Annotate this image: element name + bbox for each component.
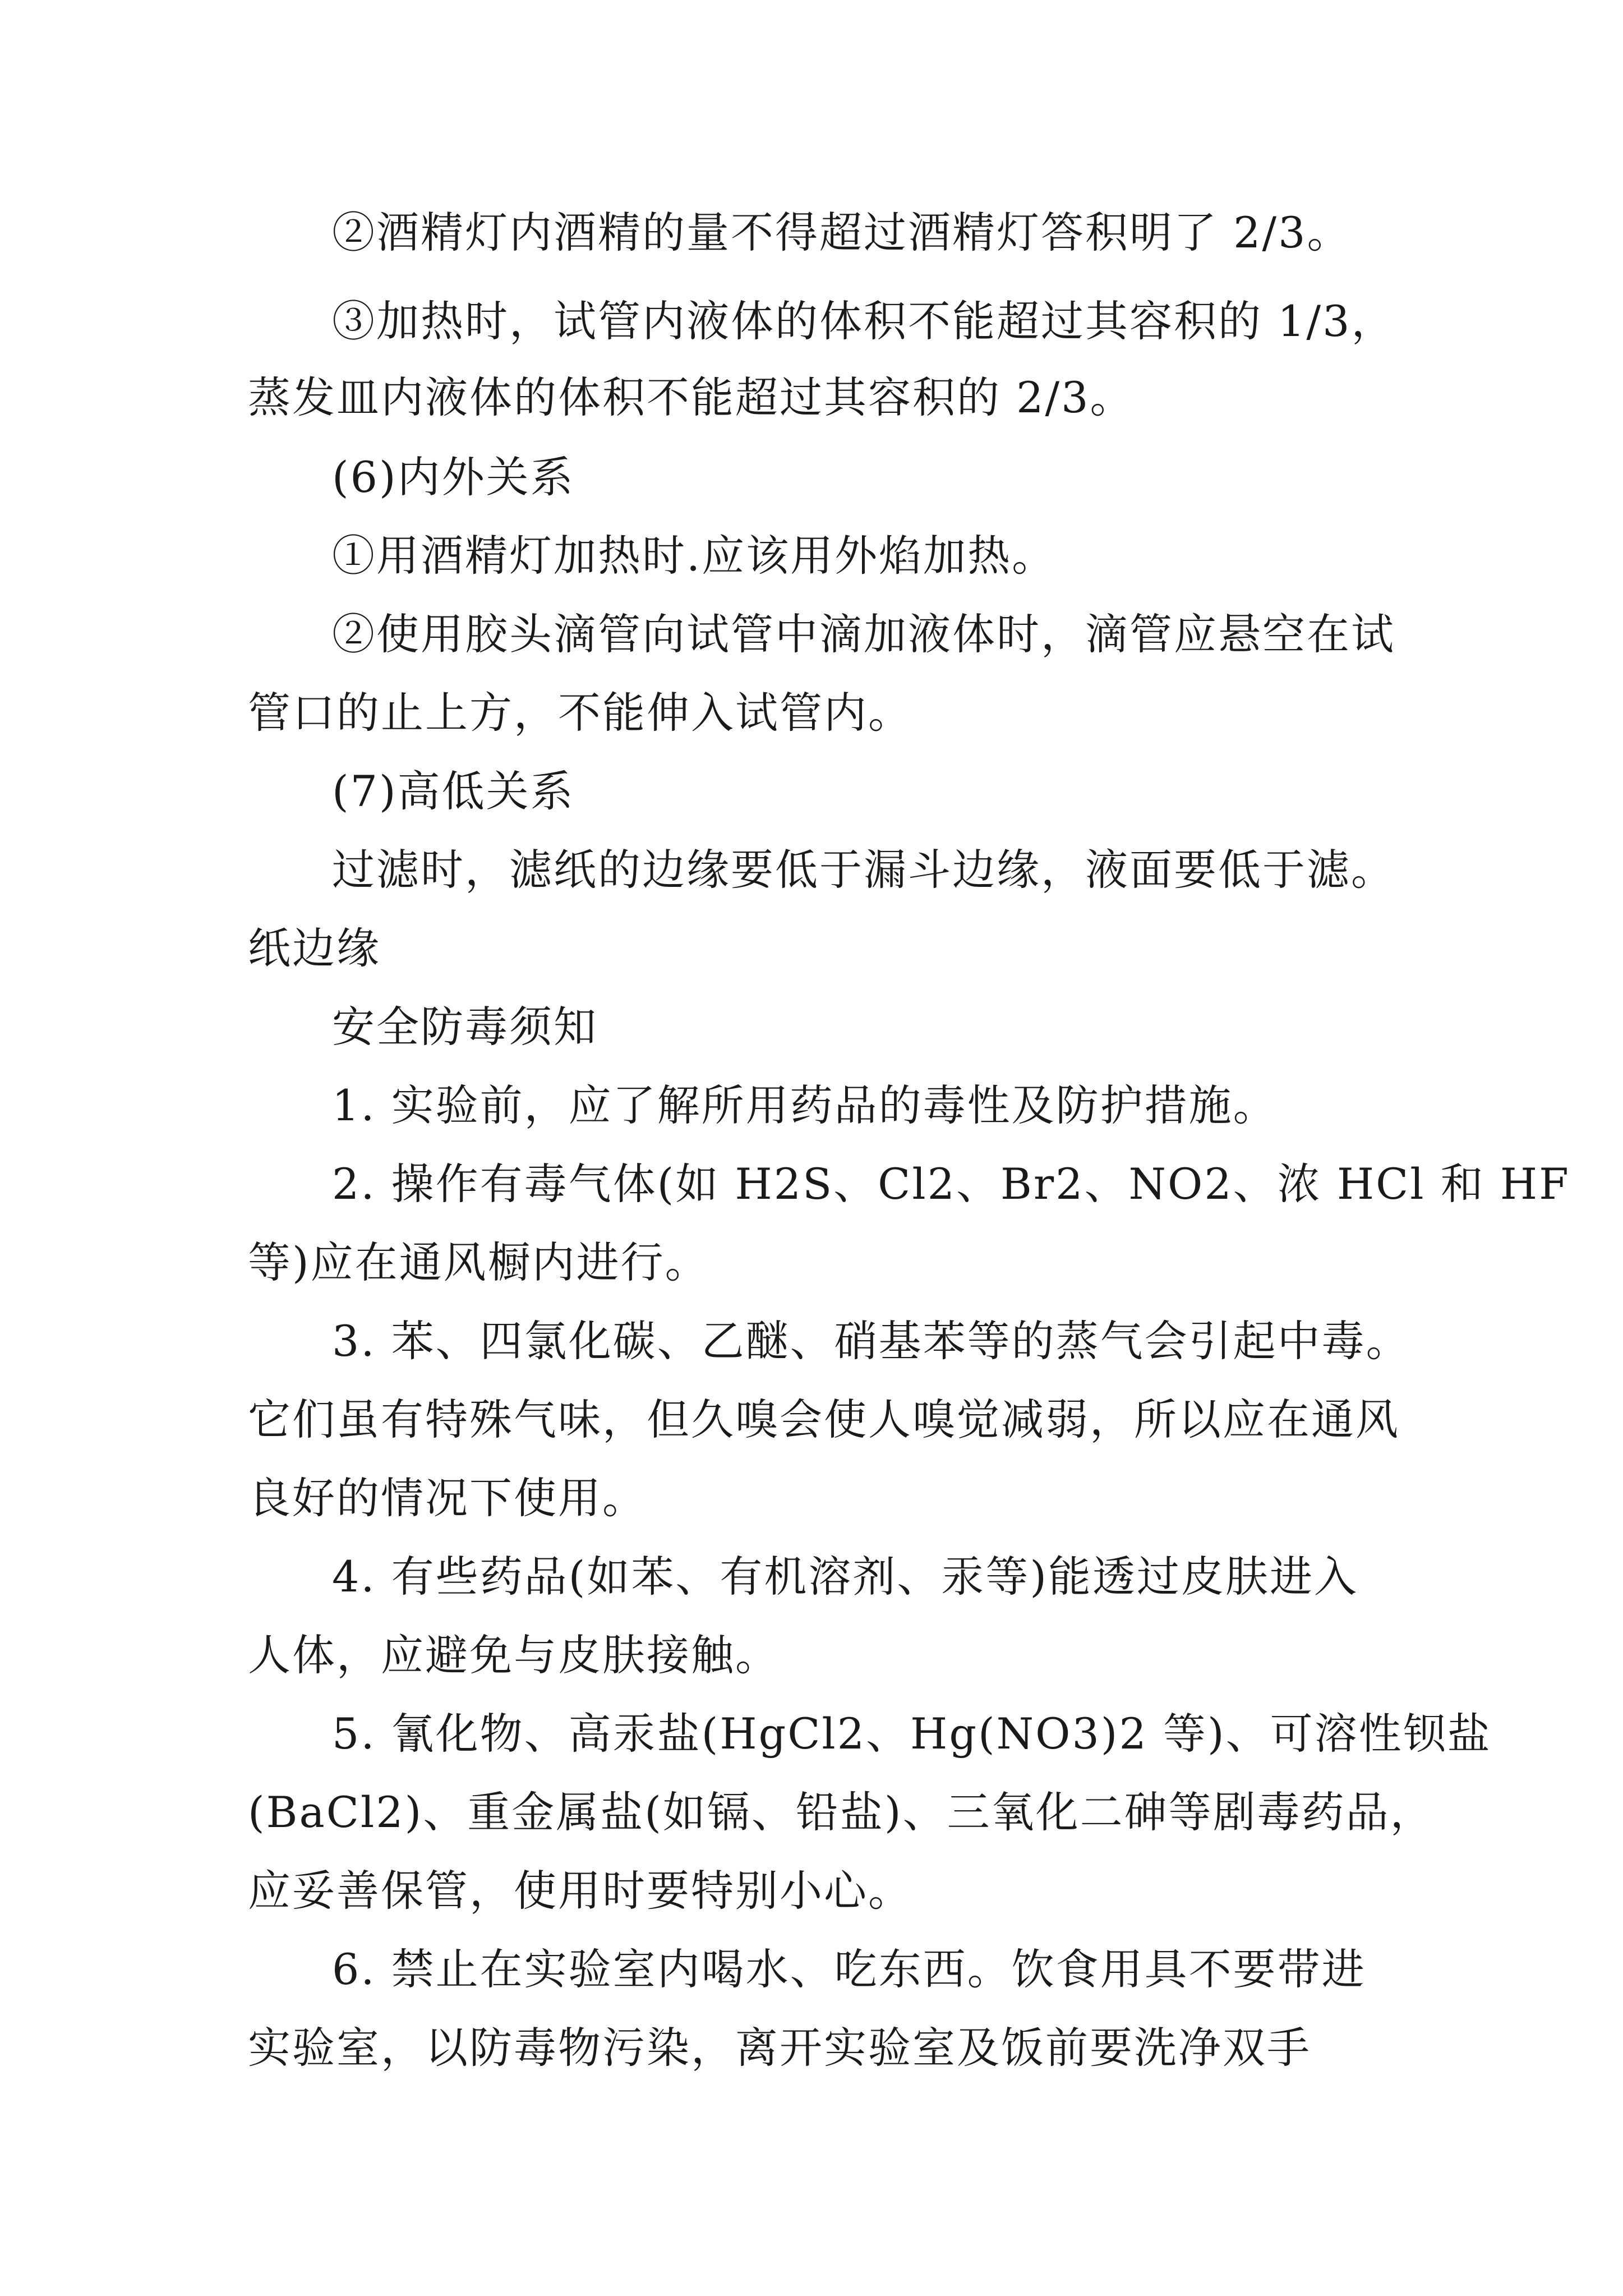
list-item: 5. 氰化物、高汞盐(HgCl2、Hg(NO3)2 等)、可溶性钡盐 [332, 1709, 1492, 1759]
list-item: 2. 操作有毒气体(如 H2S、Cl2、Br2、NO2、浓 HCl 和 HF [332, 1159, 1570, 1209]
text-line: 等)应在通风橱内进行。 [248, 1237, 709, 1287]
text-line: 管口的止上方，不能伸入试管内。 [248, 688, 912, 738]
text-line: 过滤时，滤纸的边缘要低于漏斗边缘，液面要低于滤。 [332, 845, 1395, 895]
text-line: 应妥善保管，使用时要特别小心。 [248, 1866, 912, 1916]
section-heading: 安全防毒须知 [332, 1002, 598, 1052]
text-line: 蒸发皿内液体的体积不能超过其容积的 2/3。 [248, 372, 1135, 422]
text-line: 人体，应避免与皮肤接触。 [248, 1630, 780, 1680]
list-item: 1. 实验前，应了解所用药品的毒性及防护措施。 [332, 1080, 1278, 1130]
list-item: 6. 禁止在实验室内喝水、吃东西。饮食用具不要带进 [332, 1944, 1366, 1994]
text-line: 它们虽有特殊气味，但久嗅会使人嗅觉减弱，所以应在通风 [248, 1395, 1400, 1444]
section-heading: (6)内外关系 [332, 452, 575, 502]
text-line: (BaCl2)、重金属盐(如镉、铅盐)、三氧化二砷等剧毒药品， [248, 1787, 1435, 1837]
text-line: ③加热时，试管内液体的体积不能超过其容积的 1/3， [332, 296, 1396, 346]
text-line: ①用酒精灯加热时.应该用外焰加热。 [332, 531, 1057, 581]
text-line: ②使用胶头滴管向试管中滴加液体时，滴管应悬空在试 [332, 609, 1395, 659]
list-item: 4. 有些药品(如苯、有机溶剂、汞等)能透过皮肤进入 [332, 1552, 1358, 1602]
text-line: 良好的情况下使用。 [248, 1473, 647, 1523]
section-heading: (7)高低关系 [332, 766, 575, 816]
text-line: 实验室，以防毒物污染，离开实验室及饭前要洗净双手 [248, 2023, 1311, 2073]
text-line: 纸边缘 [248, 923, 381, 973]
text-line: ②酒精灯内酒精的量不得超过酒精灯答积明了 2/3。 [332, 208, 1352, 257]
list-item: 3. 苯、四氯化碳、乙醚、硝基苯等的蒸气会引起中毒。 [332, 1316, 1410, 1366]
